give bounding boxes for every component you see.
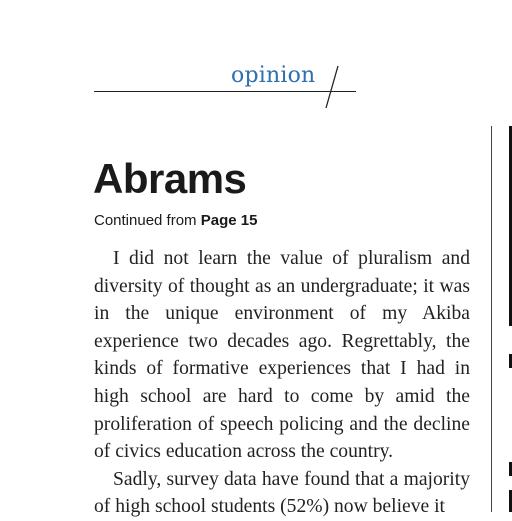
section-label: opinion [231, 63, 316, 88]
body-paragraph: Sadly, survey data have found that a majority of high school students (52%) now believe it [94, 468, 470, 518]
article-body [94, 245, 470, 521]
jump-prefix: Continued from [94, 212, 197, 229]
body-paragraph: I did not learn the value of pluralism and diversity of thought as an undergraduate; it was in the unique environment of my Akiba experience two decades ago. Regrettably, the kinds of formative experiences that I had in high school are hard to come by amid the proliferation of speech policing and the decline of civics education across the country. [94, 248, 470, 463]
jump-line [94, 212, 257, 229]
jump-page-link[interactable]: Page 15 [200, 212, 258, 229]
article-headline: Abrams [93, 155, 247, 202]
section-rule [94, 91, 356, 92]
column-divider [491, 126, 492, 512]
slash-icon [322, 64, 342, 110]
